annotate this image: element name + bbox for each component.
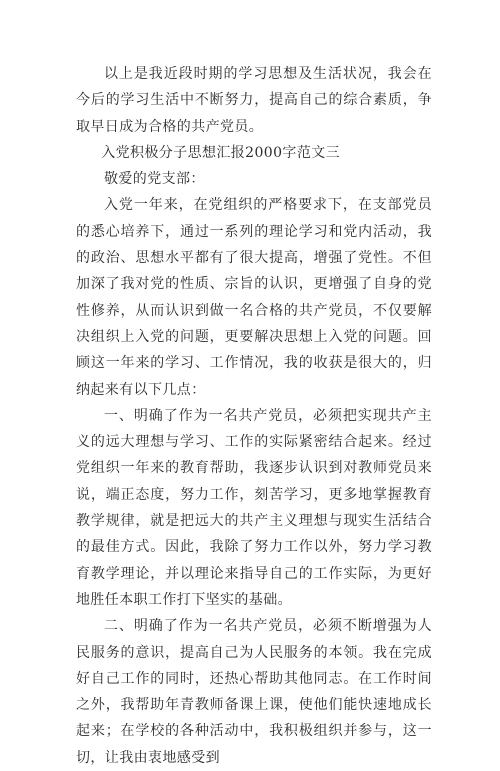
closing-paragraph: 以上是我近段时期的学习思想及生活状况，我会在今后的学习生活中不断努力，提高自己的综合素质，争取早日成为合格的共产党员。: [76, 66, 432, 135]
point-one-paragraph: 一、明确了作为一名共产党员，必须把实现共产主义的远大理想与学习、工作的实际紧密结合起来。经过党组织一年来的教育帮助，我逐步认识到对教师党员来说，端正态度，努力工作，刻苦学习，更多地掌握教育教学规律，就是把远大的共产主义理想与现实生活结合的最佳方式。因此，我除了努力工作以外，努力学习教育教学理论，并以理论来指导自己的工作实际，为更好地胜任本职工作打下坚实的基础。: [76, 407, 432, 608]
salutation: 敬爱的党支部：: [104, 171, 205, 188]
document-body: [76, 61, 432, 771]
document-title: 入党积极分子思想汇报2000字范文三: [101, 144, 341, 161]
point-two-paragraph: 二、明确了作为一名共产党员，必须不断增强为人民服务的意识，提高自己为人民服务的本领。我在完成好自己工作的同时，还热心帮助其他同志。在工作时间之外，我帮助年青教师备课上课，使他们能快速地成长起来；在学校的各种活动中，我积极组织并参与，这一切，让我由衷地感受到: [76, 618, 432, 766]
intro-paragraph: 入党一年来，在党组织的严格要求下，在支部党员的悉心培养下，通过一系列的理论学习和党内活动，我的政治、思想水平都有了很大提高，增强了党性。不但加深了我对党的性质、宗旨的认识，更增强了自身的党性修养，从而认识到做一名合格的共产党员，不仅要解决组织上入党的问题，更要解决思想上入党的问题。回顾这一年来的学习、工作情况，我的收获是很大的，归纳起来有以下几点：: [76, 197, 432, 398]
